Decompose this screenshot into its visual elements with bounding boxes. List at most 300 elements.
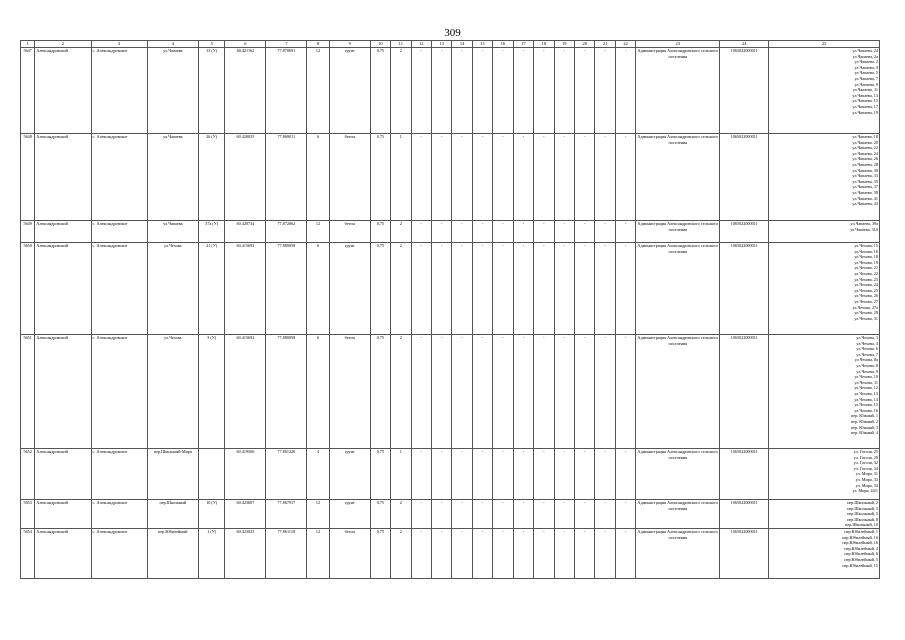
- cell-lon: 77.870691: [266, 48, 307, 134]
- cell-empty: -: [554, 243, 574, 335]
- address-line: ул.Чапаева, 15: [852, 98, 878, 104]
- cell-empty: -: [575, 221, 595, 243]
- cell-empty: -: [575, 48, 595, 134]
- address-line: пер.Юбилейный, 5: [844, 556, 878, 562]
- cell-n: 5652: [21, 449, 35, 500]
- cell-owner: Администрация Александровского сельского поселения: [636, 221, 720, 243]
- address-line: ул.Чапаева, 35: [852, 178, 878, 184]
- cell-lat: 60.420734: [225, 221, 266, 243]
- cell-owner: Администрация Александровского сельского поселения: [636, 243, 720, 335]
- cell-empty: -: [411, 335, 431, 449]
- address-line: ул.Чапаева, 2: [854, 59, 878, 65]
- page-number: 309: [444, 27, 461, 39]
- address-line: ул.Чехова, 16: [854, 248, 878, 254]
- address-line: пер.Юбилейный, 16: [842, 540, 878, 546]
- cell-cover: бетон: [329, 134, 370, 221]
- address-line: ул.Чехова, 21: [854, 265, 878, 271]
- column-header: 10: [370, 41, 390, 48]
- cell-empty: -: [493, 48, 513, 134]
- cell-cover: бетон: [329, 529, 370, 579]
- cell-lon: 77.861226: [266, 449, 307, 500]
- table-row: [21, 134, 880, 221]
- address-line: ул.Чехова, 10: [854, 374, 878, 380]
- cell-addresses: [769, 500, 880, 529]
- table-row: [21, 243, 880, 335]
- address-line: пер.Юбилейный, 4: [844, 545, 878, 551]
- cell-addresses: [769, 529, 880, 579]
- address-line: ул. Мира, 33: [855, 476, 878, 482]
- cell-lon: 77.872062: [266, 221, 307, 243]
- cell-empty: -: [513, 134, 533, 221]
- cell-inn: 1065022000011: [720, 449, 769, 500]
- column-header: 17: [513, 41, 533, 48]
- address-line: ул.Чапаева, 28: [852, 161, 878, 167]
- cell-empty: -: [575, 243, 595, 335]
- cell-empty: -: [493, 449, 513, 500]
- cell-size: 0,75: [370, 335, 390, 449]
- cell-num: 1 (У): [198, 529, 225, 579]
- cell-district: Александровский: [35, 335, 91, 449]
- cell-empty: -: [452, 48, 472, 134]
- cell-n: 5654: [21, 529, 35, 579]
- cell-lon: 77.869011: [266, 134, 307, 221]
- column-header: 23: [636, 41, 720, 48]
- cell-owner: Администрация Александровского сельского поселения: [636, 529, 720, 579]
- cell-empty: -: [534, 243, 554, 335]
- address-line: ул.Чехова, 12: [854, 385, 878, 391]
- address-line: пер. Южный, 1: [850, 413, 878, 419]
- address-line: ул.Чехова, 14: [854, 396, 878, 402]
- table-row: [21, 500, 880, 529]
- table-row: [21, 335, 880, 449]
- address-line: пер.Юбилейный, 1б: [842, 534, 878, 540]
- cell-addresses: [769, 134, 880, 221]
- address-line: ул.Чехова, 11: [854, 379, 878, 385]
- cell-locality: с. Александровское: [91, 500, 147, 529]
- address-line: ул.Чапаева, 39: [852, 189, 878, 195]
- cell-cnt: 2: [391, 243, 411, 335]
- address-line: ул. Мира, 34: [855, 482, 878, 488]
- cell-empty: -: [452, 134, 472, 221]
- column-header: 19: [554, 41, 574, 48]
- cell-addresses: [769, 449, 880, 500]
- cell-empty: -: [513, 449, 533, 500]
- address-line: пер. Южный, 4: [850, 430, 878, 436]
- cell-n: 5648: [21, 134, 35, 221]
- address-line: ул.Чапаева, 13: [852, 92, 878, 98]
- cell-empty: -: [534, 500, 554, 529]
- cell-num: 26 (У): [198, 134, 225, 221]
- cell-empty: -: [554, 48, 574, 134]
- cell-lat: 60.419566: [225, 449, 266, 500]
- cell-empty: -: [513, 221, 533, 243]
- cell-empty: -: [513, 48, 533, 134]
- address-line: ул.Чапаева, 2а: [852, 53, 878, 59]
- column-header: 12: [411, 41, 431, 48]
- address-line: ул.Чапаева, 9: [854, 81, 878, 87]
- cell-empty: -: [493, 500, 513, 529]
- address-line: ул.Чапаева, 24: [852, 150, 878, 156]
- cell-empty: -: [534, 335, 554, 449]
- cell-empty: -: [493, 243, 513, 335]
- column-header: 21: [595, 41, 615, 48]
- cell-empty: -: [493, 335, 513, 449]
- table-row: [21, 221, 880, 243]
- cell-lon: 77.867917: [266, 500, 307, 529]
- address-line: ул.Чехова, 15: [854, 243, 878, 248]
- cell-cnt: 1: [391, 449, 411, 500]
- cell-empty: -: [534, 48, 554, 134]
- cell-size: 0,75: [370, 243, 390, 335]
- address-line: ул.Чехова, 15: [854, 402, 878, 408]
- column-header: 8: [307, 41, 329, 48]
- cell-empty: -: [534, 221, 554, 243]
- address-line: ул.Чапаева, 26: [852, 156, 878, 162]
- cell-lat: 60.415692: [225, 243, 266, 335]
- cell-empty: -: [452, 335, 472, 449]
- cell-lon: 77.880058: [266, 243, 307, 335]
- address-line: пер.Школьный, 10: [845, 522, 878, 528]
- address-line: пер.Школьный, 3: [847, 505, 878, 511]
- cell-empty: -: [472, 449, 492, 500]
- cell-size: 0,75: [370, 221, 390, 243]
- cell-empty: -: [431, 134, 451, 221]
- address-line: ул.Чехова, 9: [856, 368, 878, 374]
- cell-size: 0,75: [370, 500, 390, 529]
- cell-empty: -: [534, 449, 554, 500]
- cell-district: Александровский: [35, 449, 91, 500]
- address-line: ул.Чапаева, 17: [852, 103, 878, 109]
- cell-district: Александровский: [35, 529, 91, 579]
- cell-empty: -: [575, 134, 595, 221]
- cell-district: Александровский: [35, 221, 91, 243]
- cell-empty: -: [554, 449, 574, 500]
- address-line: ул.Чапаева, 5: [854, 70, 878, 76]
- address-line: пер.Школьный, 8: [847, 516, 878, 522]
- address-line: пер.Юбилейный, 15: [842, 562, 878, 568]
- cell-vol: 4: [307, 449, 329, 500]
- cell-empty: -: [452, 500, 472, 529]
- cell-empty: -: [513, 500, 533, 529]
- address-line: ул.Чехова, 25: [854, 287, 878, 293]
- column-header: 6: [225, 41, 266, 48]
- cell-empty: -: [452, 529, 472, 579]
- cell-empty: -: [554, 500, 574, 529]
- column-header: 13: [431, 41, 451, 48]
- cell-lat: 60.415692: [225, 335, 266, 449]
- cell-empty: -: [452, 243, 472, 335]
- column-header: 18: [534, 41, 554, 48]
- cell-inn: 1065022000011: [720, 243, 769, 335]
- cell-size: 0,75: [370, 529, 390, 579]
- address-line: ул.Чехова, 24: [854, 282, 878, 288]
- cell-empty: -: [615, 449, 635, 500]
- cell-vol: 12: [307, 529, 329, 579]
- cell-street: ул.Чехова: [147, 243, 198, 335]
- cell-addresses: [769, 221, 880, 243]
- address-line: ул. Гоголя, 25: [853, 449, 878, 454]
- cell-district: Александровский: [35, 48, 91, 134]
- cell-n: 5653: [21, 500, 35, 529]
- address-line: ул. Гоголя, 34: [853, 465, 878, 471]
- address-line: ул.Чехова, 7: [856, 351, 878, 357]
- cell-empty: -: [452, 221, 472, 243]
- cell-owner: Администрация Александровского сельского поселения: [636, 500, 720, 529]
- cell-num: 3 (У): [198, 335, 225, 449]
- cell-lon: 77.880058: [266, 335, 307, 449]
- cell-locality: с. Александровское: [91, 529, 147, 579]
- address-line: ул.Чапаева, 39а: [850, 221, 878, 226]
- cell-lat: 60.423023: [225, 529, 266, 579]
- table-row: [21, 48, 880, 134]
- column-header: 4: [147, 41, 198, 48]
- cell-lat: 60.423607: [225, 500, 266, 529]
- cell-empty: -: [615, 500, 635, 529]
- address-line: ул.Чехова, 27а: [852, 304, 878, 310]
- cell-empty: -: [595, 221, 615, 243]
- cell-inn: 1065022000011: [720, 134, 769, 221]
- cell-cover: бетон: [329, 221, 370, 243]
- cell-empty: -: [431, 500, 451, 529]
- address-line: ул.Чехова, 26: [854, 293, 878, 299]
- cell-inn: 1065022000011: [720, 221, 769, 243]
- cell-street: пер.Школьный: [147, 500, 198, 529]
- cell-empty: -: [411, 500, 431, 529]
- cell-street: пер.Юбилейный: [147, 529, 198, 579]
- address-line: ул. Мира, 44/1: [852, 488, 878, 494]
- cell-locality: с. Александровское: [91, 221, 147, 243]
- cell-empty: -: [431, 221, 451, 243]
- table-row: [21, 449, 880, 500]
- cell-cover: грунт: [329, 243, 370, 335]
- cell-n: 5651: [21, 335, 35, 449]
- address-line: ул. Гоголя, 29: [853, 454, 878, 460]
- cell-empty: -: [513, 335, 533, 449]
- address-line: ул.Чапаева, 37: [852, 184, 878, 190]
- cell-empty: -: [595, 48, 615, 134]
- cell-empty: -: [513, 243, 533, 335]
- address-line: ул.Чехова, 18: [854, 254, 878, 260]
- address-line: пер. Южный, 2: [850, 418, 878, 424]
- cell-num: 37а (У): [198, 221, 225, 243]
- cell-empty: -: [615, 48, 635, 134]
- cell-empty: -: [554, 221, 574, 243]
- cell-cnt: 2: [391, 48, 411, 134]
- column-header: 5: [198, 41, 225, 48]
- column-header: 11: [391, 41, 411, 48]
- cell-cnt: 2: [391, 500, 411, 529]
- address-line: ул.Чехова, 31: [854, 315, 878, 321]
- column-header: 7: [266, 41, 307, 48]
- cell-inn: 1065022000011: [720, 48, 769, 134]
- cell-cover: бетон: [329, 335, 370, 449]
- address-line: ул.Чапаева, 41: [852, 195, 878, 201]
- cell-inn: 1065022000011: [720, 335, 769, 449]
- column-header: 3: [91, 41, 147, 48]
- cell-empty: -: [615, 529, 635, 579]
- address-line: пер.Школьный, 5: [847, 511, 878, 517]
- cell-cnt: 2: [391, 335, 411, 449]
- cell-empty: -: [534, 134, 554, 221]
- cell-num: 13 (У): [198, 48, 225, 134]
- address-line: ул.Чехова, 27: [854, 298, 878, 304]
- address-line: ул.Чапаева, 30: [852, 167, 878, 173]
- cell-locality: с. Александровское: [91, 48, 147, 134]
- cell-empty: -: [493, 221, 513, 243]
- cell-empty: -: [431, 335, 451, 449]
- cell-empty: -: [431, 529, 451, 579]
- cell-size: 0,75: [370, 449, 390, 500]
- cell-empty: -: [472, 335, 492, 449]
- address-line: ул.Чехова, 29: [854, 310, 878, 316]
- cell-district: Александровский: [35, 134, 91, 221]
- cell-street: ул.Чапаева: [147, 134, 198, 221]
- cell-cover: грунт: [329, 449, 370, 500]
- cell-num: [198, 449, 225, 500]
- cell-cover: грунт: [329, 500, 370, 529]
- cell-empty: -: [595, 134, 615, 221]
- cell-cnt: 2: [391, 221, 411, 243]
- cell-empty: -: [615, 134, 635, 221]
- register-table: [20, 40, 880, 579]
- cell-empty: -: [411, 221, 431, 243]
- cell-empty: -: [554, 134, 574, 221]
- cell-n: 5649: [21, 221, 35, 243]
- cell-empty: -: [575, 500, 595, 529]
- cell-vol: 12: [307, 221, 329, 243]
- cell-empty: -: [534, 529, 554, 579]
- address-line: пер.Юбилейный, 6: [844, 551, 878, 557]
- cell-empty: -: [615, 243, 635, 335]
- cell-inn: 1065022000011: [720, 500, 769, 529]
- cell-lat: 60.421162: [225, 48, 266, 134]
- column-header: 24: [720, 41, 769, 48]
- address-line: ул.Чехова, 23: [854, 276, 878, 282]
- cell-empty: -: [615, 221, 635, 243]
- cell-empty: -: [411, 529, 431, 579]
- cell-addresses: [769, 335, 880, 449]
- cell-cover: грунт: [329, 48, 370, 134]
- cell-empty: -: [575, 449, 595, 500]
- address-line: ул.Чапаева, 24: [852, 48, 878, 53]
- address-line: ул.Чехова, 22: [854, 270, 878, 276]
- cell-street: ул.Чапаева: [147, 221, 198, 243]
- cell-empty: -: [554, 529, 574, 579]
- address-line: ул.Чапаева, 43: [852, 201, 878, 207]
- address-line: пер.Школьный, 2: [847, 500, 878, 505]
- cell-vol: 6: [307, 335, 329, 449]
- cell-owner: Администрация Александровского сельского поселения: [636, 134, 720, 221]
- cell-empty: -: [615, 335, 635, 449]
- address-line: ул.Чехова, 19: [854, 259, 878, 265]
- cell-locality: с. Александровское: [91, 449, 147, 500]
- column-header: 22: [615, 41, 635, 48]
- cell-vol: 12: [307, 500, 329, 529]
- cell-empty: -: [595, 500, 615, 529]
- cell-district: Александровский: [35, 243, 91, 335]
- cell-size: 0,75: [370, 134, 390, 221]
- cell-locality: с. Александровское: [91, 335, 147, 449]
- column-header: 14: [452, 41, 472, 48]
- cell-empty: -: [472, 134, 492, 221]
- cell-cnt: 2: [391, 529, 411, 579]
- cell-street: ул.Чехова: [147, 335, 198, 449]
- cell-empty: -: [554, 335, 574, 449]
- cell-empty: -: [472, 500, 492, 529]
- cell-num: 10 (У): [198, 500, 225, 529]
- cell-owner: Администрация Александровского сельского поселения: [636, 48, 720, 134]
- cell-empty: -: [472, 529, 492, 579]
- address-line: ул.Чехова, 6: [856, 346, 878, 352]
- cell-empty: -: [411, 449, 431, 500]
- cell-street: ул.Чапаева: [147, 48, 198, 134]
- address-line: пер. Южный, 3: [850, 424, 878, 430]
- column-header: 25: [769, 41, 880, 48]
- cell-lon: 77.861118: [266, 529, 307, 579]
- cell-lat: 60.420035: [225, 134, 266, 221]
- address-line: ул. Гоголя, 32: [853, 460, 878, 466]
- cell-empty: -: [595, 449, 615, 500]
- cell-empty: -: [431, 48, 451, 134]
- cell-owner: Администрация Александровского сельского поселения: [636, 335, 720, 449]
- cell-empty: -: [472, 48, 492, 134]
- address-line: ул.Чапаева, 3: [854, 64, 878, 70]
- address-line: ул.Чехова, 8: [856, 362, 878, 368]
- cell-inn: 1065022000011: [720, 529, 769, 579]
- cell-empty: -: [595, 243, 615, 335]
- cell-owner: Администрация Александровского сельского поселения: [636, 449, 720, 500]
- header-row: [21, 41, 880, 48]
- column-header: 15: [472, 41, 492, 48]
- address-line: ул.Чапаева, 22: [852, 145, 878, 151]
- address-line: ул.Чехова, 13: [854, 390, 878, 396]
- table-row: [21, 529, 880, 579]
- column-header: 9: [329, 41, 370, 48]
- cell-addresses: [769, 243, 880, 335]
- cell-empty: -: [493, 529, 513, 579]
- cell-street: пер.Школьный-Мира: [147, 449, 198, 500]
- address-line: ул.Чехова, 16: [854, 407, 878, 413]
- cell-vol: 12: [307, 48, 329, 134]
- cell-locality: с. Александровское: [91, 134, 147, 221]
- cell-addresses: [769, 48, 880, 134]
- cell-district: Александровский: [35, 500, 91, 529]
- address-line: ул.Чапаева, 7: [854, 75, 878, 81]
- cell-empty: -: [595, 529, 615, 579]
- cell-empty: -: [431, 449, 451, 500]
- cell-empty: -: [472, 243, 492, 335]
- cell-vol: 6: [307, 134, 329, 221]
- cell-empty: -: [513, 529, 533, 579]
- cell-vol: 6: [307, 243, 329, 335]
- cell-empty: -: [431, 243, 451, 335]
- address-line: ул.Чапаева, 31б: [850, 226, 878, 232]
- cell-n: 5650: [21, 243, 35, 335]
- cell-empty: -: [411, 243, 431, 335]
- cell-empty: -: [493, 134, 513, 221]
- column-header: 1: [21, 41, 35, 48]
- address-line: ул.Чехова, 4: [856, 340, 878, 346]
- column-header: 20: [575, 41, 595, 48]
- column-header: 16: [493, 41, 513, 48]
- address-line: ул.Чапаева, 20: [852, 139, 878, 145]
- cell-empty: -: [411, 134, 431, 221]
- cell-cnt: 1: [391, 134, 411, 221]
- address-line: ул.Чапаева, 19: [852, 109, 878, 115]
- cell-empty: -: [452, 449, 472, 500]
- cell-empty: -: [595, 335, 615, 449]
- address-line: ул.Чапаева, 33: [852, 173, 878, 179]
